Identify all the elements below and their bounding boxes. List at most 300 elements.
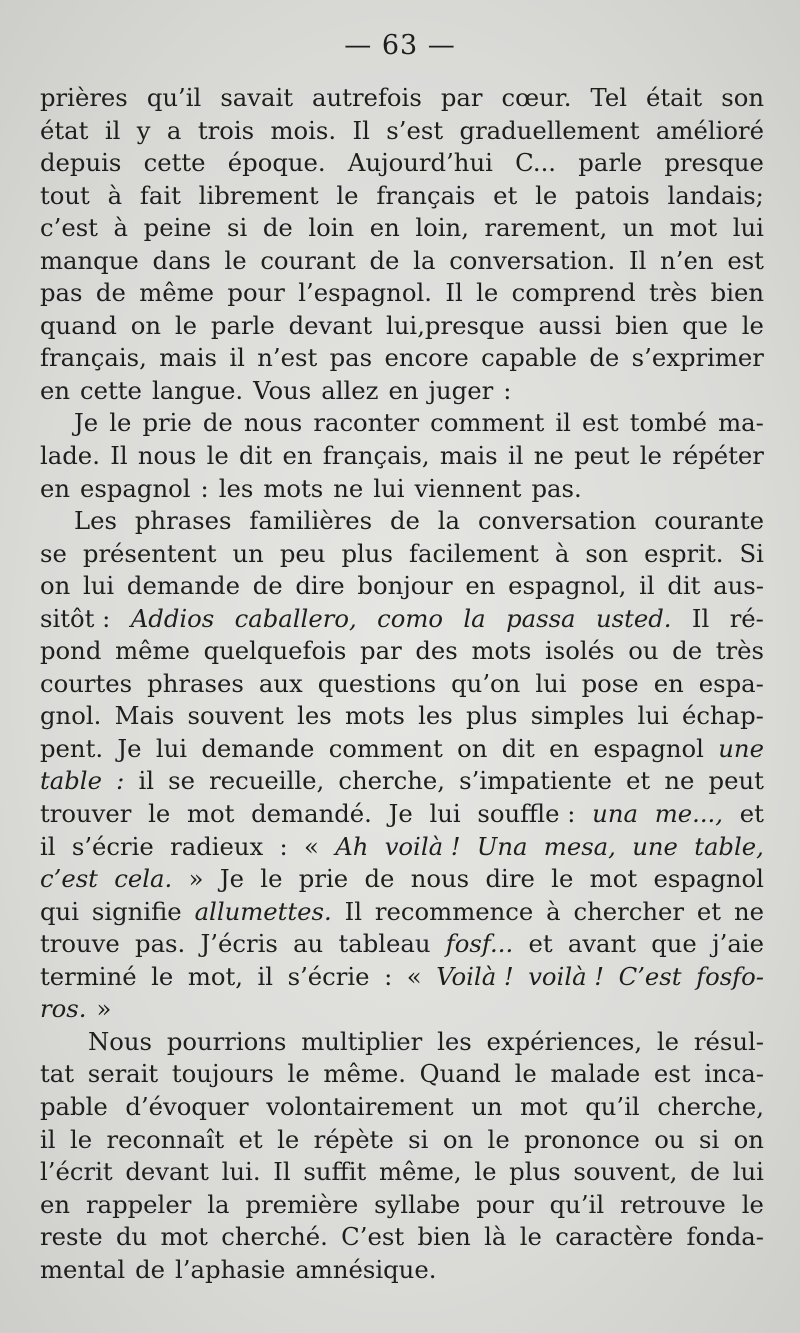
- word: est: [653, 1059, 691, 1089]
- word: tout: [40, 180, 90, 210]
- word: et: [696, 896, 722, 926]
- word: devant: [288, 310, 373, 340]
- word: échap-: [682, 701, 764, 731]
- word: esprit.: [644, 538, 724, 568]
- word: reste: [40, 1222, 103, 1252]
- word: la: [463, 603, 486, 633]
- text-line: [40, 245, 764, 278]
- word: souvent: [187, 701, 284, 731]
- word: trouver: [40, 799, 132, 829]
- word: expériences,: [486, 1026, 643, 1056]
- word: on: [40, 571, 71, 601]
- text-line: [40, 440, 764, 473]
- word: ma-: [718, 408, 764, 438]
- word: on: [457, 733, 488, 763]
- word: on: [130, 310, 162, 340]
- word: inca-: [704, 1059, 764, 1089]
- word: ros.: [40, 994, 87, 1024]
- word: une: [718, 733, 764, 763]
- text-line: [40, 212, 764, 245]
- word: était: [646, 83, 703, 112]
- word: très: [649, 278, 698, 308]
- word: amnésique.: [295, 1254, 437, 1284]
- word: fait: [139, 180, 181, 210]
- word: c’est: [40, 864, 98, 894]
- word: nous: [137, 441, 197, 471]
- text-line: [40, 668, 764, 701]
- word: les: [218, 473, 254, 503]
- word: devant: [125, 1157, 209, 1187]
- word: cherché.: [221, 1222, 328, 1252]
- word: Je: [74, 408, 99, 438]
- text-line: [40, 1124, 764, 1157]
- word: le: [336, 180, 359, 210]
- word: Aujourd’hui: [347, 148, 493, 178]
- word: pas.: [135, 929, 186, 959]
- word: de: [389, 506, 420, 536]
- word: comment: [328, 733, 443, 763]
- word: lui: [83, 571, 115, 601]
- word: Il: [344, 896, 363, 926]
- word: pose: [581, 668, 639, 698]
- word: conversation.: [449, 245, 616, 275]
- word: ne: [733, 896, 764, 926]
- word: époque.: [227, 148, 326, 178]
- word: mois.: [270, 115, 337, 145]
- word: si: [226, 213, 248, 243]
- word: capable: [481, 343, 577, 373]
- word: mots: [263, 473, 324, 503]
- word: cherche,: [338, 766, 445, 796]
- word: le: [151, 961, 174, 991]
- word: »: [188, 864, 204, 894]
- word: Il: [273, 1157, 291, 1187]
- word: lui: [732, 213, 764, 243]
- word: cœur.: [501, 83, 572, 112]
- word: courante: [654, 506, 764, 536]
- word: de: [135, 1254, 166, 1284]
- word: lui: [732, 1157, 764, 1187]
- word: cherche,: [657, 1091, 764, 1121]
- word: même: [115, 636, 190, 666]
- word: un: [622, 213, 655, 243]
- text-line: [40, 1254, 764, 1287]
- word: en: [40, 375, 71, 405]
- word: como: [377, 603, 443, 633]
- word: table,: [694, 831, 764, 861]
- word: «: [304, 831, 319, 861]
- word: cela.: [114, 864, 173, 894]
- word: :: [279, 831, 288, 861]
- word: à: [107, 180, 123, 210]
- word: français,: [40, 343, 147, 373]
- word: mots: [344, 701, 405, 731]
- word: mais: [159, 343, 217, 373]
- word: questions: [317, 668, 437, 698]
- word: radieux: [170, 831, 264, 861]
- word: Mais: [114, 701, 175, 731]
- word: aus-: [713, 571, 764, 601]
- word: il: [555, 408, 571, 438]
- word: prie: [298, 864, 349, 894]
- word: du: [115, 1222, 148, 1252]
- word: mot: [520, 1091, 568, 1121]
- word: dans: [152, 245, 211, 275]
- word: y: [136, 115, 151, 145]
- word: lui: [155, 733, 188, 763]
- word: lui.: [221, 1157, 261, 1187]
- word: peine: [143, 213, 212, 243]
- word: aussi: [538, 310, 602, 340]
- word: s’écrie: [287, 961, 370, 991]
- word: volontairement: [266, 1091, 454, 1121]
- word: se: [40, 538, 67, 568]
- word: Il: [445, 278, 463, 308]
- word: nous: [243, 408, 303, 438]
- text-line: [40, 1221, 764, 1254]
- word: d’évoquer: [125, 1091, 249, 1121]
- text-line: [40, 1026, 764, 1059]
- word: le: [639, 441, 662, 471]
- word: C...: [515, 148, 557, 178]
- word: ré-: [729, 603, 764, 633]
- word: dit: [501, 733, 535, 763]
- word: son: [721, 83, 764, 112]
- text-line: [40, 831, 764, 864]
- word: le: [148, 799, 171, 829]
- word: simples: [530, 701, 625, 731]
- word: de: [262, 213, 293, 243]
- word: passa: [506, 603, 576, 633]
- word: c’est: [40, 213, 98, 243]
- word: courant: [260, 245, 356, 275]
- word: dit: [239, 441, 273, 471]
- word: qu’il: [146, 83, 202, 112]
- word: mots: [471, 636, 532, 666]
- word: suffit: [303, 1157, 367, 1187]
- word: fosfo-: [696, 961, 764, 991]
- word: le: [551, 864, 574, 894]
- word: et: [626, 766, 651, 796]
- word: Tel: [590, 83, 627, 112]
- word: table: [40, 766, 102, 796]
- word: à: [554, 538, 570, 568]
- word: »: [96, 994, 112, 1024]
- text-line: [40, 505, 764, 538]
- word: malade: [550, 1059, 641, 1089]
- word: demande: [201, 733, 315, 763]
- word: en: [549, 733, 580, 763]
- text-line: [40, 798, 764, 831]
- word: nous: [410, 864, 470, 894]
- word: aux: [258, 668, 303, 698]
- word: cette: [80, 375, 142, 405]
- word: espa-: [698, 668, 764, 698]
- word: en: [653, 668, 684, 698]
- word: avant: [567, 929, 636, 959]
- word: plus: [341, 538, 393, 568]
- word: peut: [574, 441, 630, 471]
- word: bien: [615, 310, 669, 340]
- word: on: [733, 1124, 764, 1154]
- word: amélioré: [655, 115, 764, 145]
- word: comprend: [511, 278, 636, 308]
- word: est: [581, 408, 619, 438]
- text-line: [40, 538, 764, 571]
- page-number: — 63 —: [344, 30, 456, 61]
- word: mental: [40, 1254, 126, 1284]
- word: il: [138, 766, 154, 796]
- word: reconnaît: [106, 1124, 225, 1154]
- word: Nous: [88, 1026, 153, 1056]
- word: voilà !: [528, 961, 605, 991]
- word: lui: [535, 668, 567, 698]
- word: familières: [249, 506, 373, 536]
- word: loin,: [415, 213, 469, 243]
- word: j’aie: [712, 929, 764, 959]
- word: et: [238, 1124, 263, 1154]
- word: qui: [40, 896, 79, 926]
- word: lui: [637, 701, 669, 731]
- word: par: [360, 636, 402, 666]
- word: usted.: [595, 603, 672, 633]
- word: J’écris: [200, 929, 278, 959]
- word: encore: [384, 343, 469, 373]
- word: présentent: [82, 538, 217, 568]
- word: pour: [476, 1189, 534, 1219]
- word: rappeler: [85, 1189, 192, 1219]
- word: comment: [430, 408, 545, 438]
- word: de: [672, 636, 703, 666]
- word: et: [739, 799, 764, 829]
- word: ne: [333, 473, 364, 503]
- word: n’en: [660, 245, 714, 275]
- word: des: [415, 636, 458, 666]
- word: caballero,: [234, 603, 357, 633]
- word: Il: [691, 603, 710, 633]
- word: s’impatiente: [459, 766, 612, 796]
- word: Voilà !: [436, 961, 514, 991]
- word: :: [384, 961, 393, 991]
- word: qu’on: [451, 668, 521, 698]
- word: depuis: [40, 148, 122, 178]
- word: mot: [669, 213, 718, 243]
- word: tableau: [338, 929, 431, 959]
- word: lade.: [40, 441, 100, 471]
- word: courtes: [40, 668, 133, 698]
- word: «: [406, 961, 422, 991]
- word: le: [206, 441, 229, 471]
- word: état: [40, 115, 89, 145]
- word: loin: [308, 213, 355, 243]
- word: les: [297, 701, 332, 731]
- text-line: [40, 635, 764, 668]
- word: en: [40, 473, 71, 503]
- word: fonda-: [686, 1222, 764, 1252]
- word: Il: [110, 441, 128, 471]
- word: le: [69, 1124, 93, 1154]
- word: Addios: [130, 603, 215, 633]
- word: landais;: [667, 180, 764, 210]
- word: phrases: [134, 506, 232, 536]
- word: de: [690, 1157, 720, 1187]
- word: Je: [388, 799, 413, 829]
- word: il: [40, 831, 56, 861]
- word: même: [139, 278, 215, 308]
- word: bien: [710, 278, 764, 308]
- word: mot: [589, 864, 638, 894]
- word: là: [484, 1222, 507, 1252]
- word: mot: [160, 1222, 208, 1252]
- word: s’est: [386, 115, 444, 145]
- word: espagnol: [653, 864, 764, 894]
- word: lui,presque: [386, 310, 525, 340]
- text-line: [40, 115, 764, 148]
- word: espagnol: [80, 473, 191, 503]
- text-line: [40, 180, 764, 213]
- text-line: [40, 1091, 764, 1124]
- word: juger: [428, 375, 494, 405]
- word: le: [474, 1157, 497, 1187]
- word: le: [260, 864, 283, 894]
- word: pas: [329, 343, 373, 373]
- text-line: [40, 603, 764, 636]
- word: de: [369, 245, 400, 275]
- word: l’espagnol.: [298, 278, 432, 308]
- word: le: [519, 1222, 542, 1252]
- word: même,: [379, 1157, 462, 1187]
- word: pond: [40, 636, 102, 666]
- text-line: [40, 733, 764, 766]
- word: espagnol,: [508, 571, 627, 601]
- word: lui: [373, 473, 405, 503]
- word: toujours: [171, 1059, 274, 1089]
- word: que: [682, 310, 728, 340]
- word: il: [507, 441, 524, 471]
- word: bien: [417, 1222, 471, 1252]
- word: peu: [279, 538, 326, 568]
- word: Ah: [335, 831, 369, 861]
- text-line: [40, 765, 764, 798]
- word: souvent,: [573, 1157, 678, 1187]
- word: français: [376, 180, 476, 210]
- text-line: [40, 277, 764, 310]
- text-line: [40, 82, 764, 115]
- word: pas: [40, 278, 83, 308]
- word: voilà !: [384, 831, 461, 861]
- word: par: [440, 83, 483, 112]
- word: graduellement: [459, 115, 640, 145]
- word: le: [287, 1059, 310, 1089]
- word: il: [229, 343, 245, 373]
- word: serait: [87, 1059, 159, 1089]
- word: trois: [197, 115, 255, 145]
- text-line: [40, 570, 764, 603]
- word: chercher: [573, 896, 685, 926]
- text-line: [40, 993, 764, 1026]
- word: allumettes.: [194, 896, 332, 926]
- word: dire: [485, 864, 535, 894]
- word: caractère: [555, 1222, 674, 1252]
- word: :: [200, 473, 209, 503]
- word: s’écrie: [71, 831, 154, 861]
- text-line: [40, 342, 764, 375]
- word: mais: [439, 441, 498, 471]
- word: manque: [40, 245, 139, 275]
- word: ne: [664, 766, 695, 796]
- word: il: [104, 115, 121, 145]
- word: multiplier: [301, 1026, 423, 1056]
- word: de: [202, 408, 233, 438]
- word: répéter: [672, 441, 764, 471]
- word: la: [437, 506, 461, 536]
- word: facilement: [408, 538, 539, 568]
- word: les: [418, 701, 453, 731]
- word: et: [528, 929, 553, 959]
- word: il: [639, 571, 655, 601]
- word: de: [364, 864, 395, 894]
- word: signifie: [91, 896, 182, 926]
- word: trouve: [40, 929, 120, 959]
- word: dit: [667, 571, 701, 601]
- word: les: [437, 1026, 472, 1056]
- word: prie: [142, 408, 192, 438]
- word: en: [369, 213, 400, 243]
- word: même.: [323, 1059, 406, 1089]
- word: Si: [739, 538, 764, 568]
- word: très: [715, 636, 764, 666]
- word: l’aphasie: [175, 1254, 286, 1284]
- word: le: [174, 310, 198, 340]
- word: mot,: [187, 961, 243, 991]
- word: le: [741, 1189, 764, 1219]
- text-line: [40, 896, 764, 929]
- word: dire: [295, 571, 345, 601]
- text-line: [40, 310, 764, 343]
- word: plus: [466, 701, 518, 731]
- word: qu’il: [549, 1189, 605, 1219]
- word: si: [698, 1124, 720, 1154]
- word: le: [277, 1124, 300, 1154]
- word: prières: [40, 83, 128, 112]
- word: fosf...: [445, 929, 514, 959]
- word: Il: [352, 115, 370, 145]
- word: pent.: [40, 733, 104, 763]
- word: raconter: [313, 408, 420, 438]
- word: pas.: [531, 473, 582, 503]
- text-line: [40, 1189, 764, 1222]
- word: autrefois: [312, 83, 422, 112]
- word: savait: [220, 83, 294, 112]
- word: en: [388, 375, 419, 405]
- text-line: [40, 961, 764, 994]
- word: Je: [219, 864, 244, 894]
- word: répète: [313, 1124, 394, 1154]
- word: le: [109, 408, 132, 438]
- word: plus: [509, 1157, 561, 1187]
- word: rarement,: [484, 213, 608, 243]
- word: tombé: [629, 408, 708, 438]
- word: il: [40, 1124, 56, 1154]
- word: l’écrit: [40, 1157, 113, 1187]
- word: s’exprimer: [631, 343, 764, 373]
- word: phrases: [147, 668, 244, 698]
- text-line: [40, 700, 764, 733]
- word: C’est: [341, 1222, 405, 1252]
- word: on: [442, 1124, 474, 1154]
- word: recommence: [374, 896, 534, 926]
- word: terminé: [40, 961, 137, 991]
